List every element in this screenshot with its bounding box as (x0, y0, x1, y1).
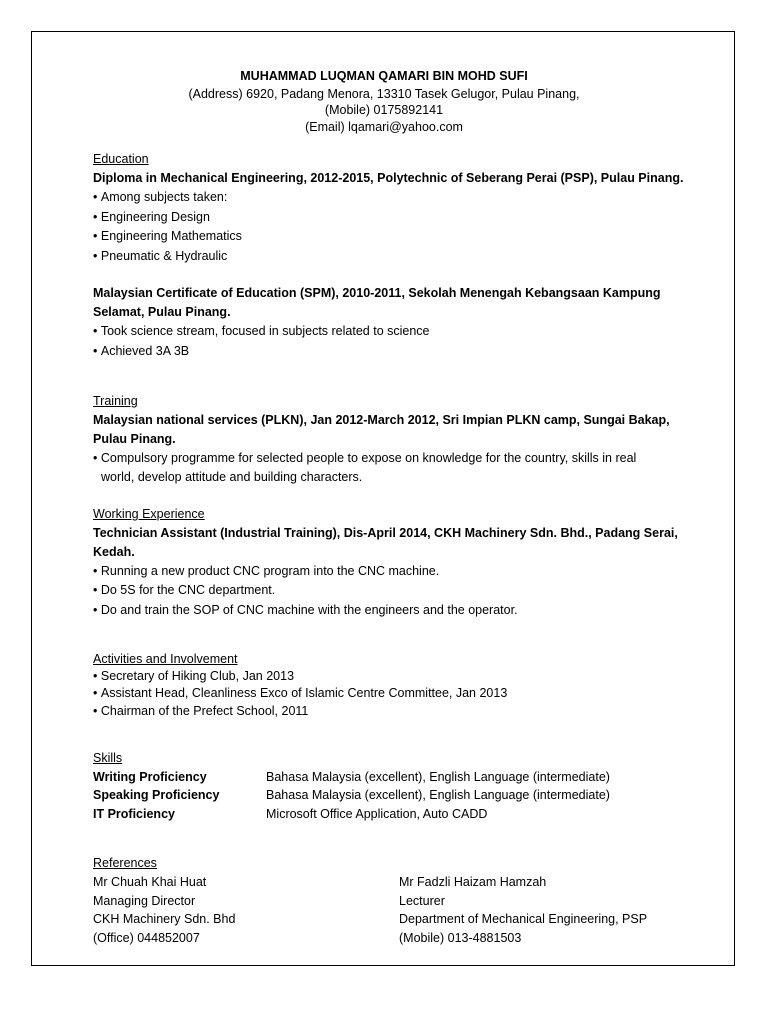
list-item: • Running a new product CNC program into the CNC machine. (93, 563, 439, 579)
education-heading: Education (93, 152, 149, 166)
spm-title-line2: Selamat, Pulau Pinang. (93, 305, 231, 319)
ref2-phone: (Mobile) 013-4881503 (399, 931, 522, 945)
skill-label: IT Proficiency (93, 807, 175, 821)
list-item: • Pneumatic & Hydraulic (93, 248, 227, 264)
mobile-line: (Mobile) 0175892141 (324, 103, 444, 117)
work-title-line2: Kedah. (93, 545, 135, 559)
spm-title-line1: Malaysian Certificate of Education (SPM), 2010-2011, Sekolah Menengah Kebangsaan Kampung (93, 286, 661, 300)
skill-label: Writing Proficiency (93, 770, 207, 784)
references-heading: References (93, 856, 157, 870)
list-item: • Compulsory programme for selected people to expose on knowledge for the country, skills in real (93, 450, 636, 466)
skill-value: Bahasa Malaysia (excellent), English Language (intermediate) (266, 770, 610, 784)
skills-heading: Skills (93, 751, 123, 765)
list-item: • Among subjects taken: (93, 189, 227, 205)
list-item: • Do 5S for the CNC department. (93, 582, 275, 598)
activities-heading: Activities and Involvement (93, 652, 238, 666)
ref1-position: Managing Director (93, 894, 196, 908)
ref2-position: Lecturer (399, 894, 445, 908)
ref1-company: CKH Machinery Sdn. Bhd (93, 912, 236, 926)
list-item: • Engineering Mathematics (93, 228, 242, 244)
diploma-title: Diploma in Mechanical Engineering, 2012-2015, Polytechnic of Seberang Perai (PSP), Pulau Pinang. (93, 171, 684, 185)
list-item: • Assistant Head, Cleanliness Exco of Islamic Centre Committee, Jan 2013 (93, 685, 507, 701)
training-title-line2: Pulau Pinang. (93, 432, 176, 446)
skill-value: Microsoft Office Application, Auto CADD (266, 807, 488, 821)
work-heading: Working Experience (93, 507, 205, 521)
ref2-name: Mr Fadzli Haizam Hamzah (399, 875, 547, 889)
list-item: • Secretary of Hiking Club, Jan 2013 (93, 668, 294, 684)
skill-value: Bahasa Malaysia (excellent), English Language (intermediate) (266, 788, 610, 802)
training-title-line1: Malaysian national services (PLKN), Jan 2012-March 2012, Sri Impian PLKN camp, Sungai Bakap, (93, 413, 670, 427)
ref2-department: Department of Mechanical Engineering, PSP (399, 912, 648, 926)
training-heading: Training (93, 394, 138, 408)
address-line: (Address) 6920, Padang Menora, 13310 Tasek Gelugor, Pulau Pinang, (188, 87, 580, 101)
list-item-continuation: world, develop attitude and building characters. (101, 470, 363, 484)
list-item: • Took science stream, focused in subjects related to science (93, 323, 430, 339)
list-item: • Achieved 3A 3B (93, 343, 189, 359)
list-item: • Do and train the SOP of CNC machine with the engineers and the operator. (93, 602, 518, 618)
work-title-line1: Technician Assistant (Industrial Training), Dis-April 2014, CKH Machinery Sdn. Bhd., Padang Serai, (93, 526, 678, 540)
ref1-name: Mr Chuah Khai Huat (93, 875, 207, 889)
skill-label: Speaking Proficiency (93, 788, 220, 802)
list-item: • Engineering Design (93, 209, 210, 225)
ref1-phone: (Office) 044852007 (93, 931, 200, 945)
list-item: • Chairman of the Prefect School, 2011 (93, 703, 308, 719)
email-line: (Email) lqamari@yahoo.com (305, 120, 463, 134)
candidate-name: MUHAMMAD LUQMAN QAMARI BIN MOHD SUFI (240, 69, 528, 83)
